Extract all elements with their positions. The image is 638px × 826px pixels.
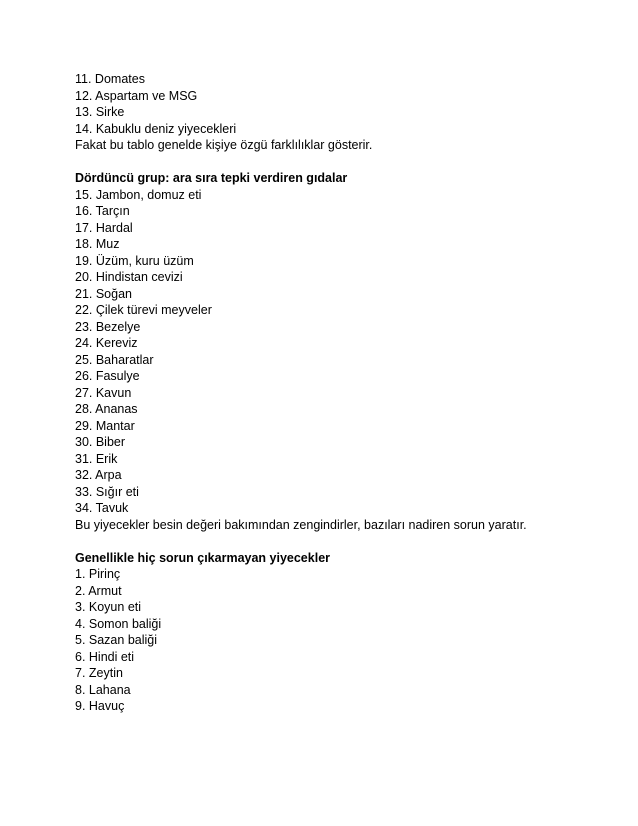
list-item: 31. Erik xyxy=(75,451,118,466)
list-item: 18. Muz xyxy=(75,237,120,251)
list-item: 7. Zeytin xyxy=(75,666,123,680)
list-item: 14. Kabuklu deniz yiyecekleri xyxy=(75,121,237,136)
list-item: 25. Baharatlar xyxy=(75,352,154,367)
section-2 xyxy=(75,170,595,533)
list-item: 12. Aspartam ve MSG xyxy=(75,88,198,103)
list-item: 6. Hindi eti xyxy=(75,649,135,664)
list-item: 24. Kereviz xyxy=(75,336,138,350)
list-item: 17. Hardal xyxy=(75,220,133,235)
list-item: 23. Bezelye xyxy=(75,319,141,334)
list-item: 19. Üzüm, kuru üzüm xyxy=(75,253,194,268)
list-item: 21. Soğan xyxy=(75,286,132,301)
list-item: 16. Tarçın xyxy=(75,204,130,218)
paragraph-gap xyxy=(75,154,595,171)
list-item: 13. Sirke xyxy=(75,105,125,119)
list-item: 3. Koyun eti xyxy=(75,600,142,614)
document-page xyxy=(75,71,595,715)
list-item: 33. Sığır eti xyxy=(75,484,139,499)
paragraph-gap xyxy=(75,533,595,550)
section-1 xyxy=(75,71,595,154)
section-note: Bu yiyecekler besin değeri bakımından zengindirler, bazıları nadiren sorun yaratır. xyxy=(75,517,527,532)
list-item: 4. Somon baliği xyxy=(75,616,162,631)
list-item: 5. Sazan baliği xyxy=(75,633,158,647)
list-item: 9. Havuç xyxy=(75,699,125,713)
list-item: 1. Pirinç xyxy=(75,567,121,581)
list-item: 34. Tavuk xyxy=(75,501,129,515)
list-item: 30. Biber xyxy=(75,435,126,449)
list-item: 29. Mantar xyxy=(75,418,135,433)
list-item: 26. Fasulye xyxy=(75,369,140,383)
list-item: 32. Arpa xyxy=(75,468,122,482)
list-item: 2. Armut xyxy=(75,583,122,598)
list-item: 11. Domates xyxy=(75,72,145,86)
section-note: Fakat bu tablo genelde kişiye özgü farklılıklar gösterir. xyxy=(75,138,373,152)
section-heading: Genellikle hiç sorun çıkarmayan yiyecekler xyxy=(75,550,331,565)
section-heading: Dördüncü grup: ara sıra tepki verdiren gıdalar xyxy=(75,171,348,185)
list-item: 22. Çilek türevi meyveler xyxy=(75,303,212,317)
list-item: 15. Jambon, domuz eti xyxy=(75,187,202,202)
list-item: 27. Kavun xyxy=(75,385,132,400)
list-item: 28. Ananas xyxy=(75,402,138,416)
list-item: 8. Lahana xyxy=(75,682,131,697)
list-item: 20. Hindistan cevizi xyxy=(75,270,183,284)
section-3 xyxy=(75,550,595,715)
